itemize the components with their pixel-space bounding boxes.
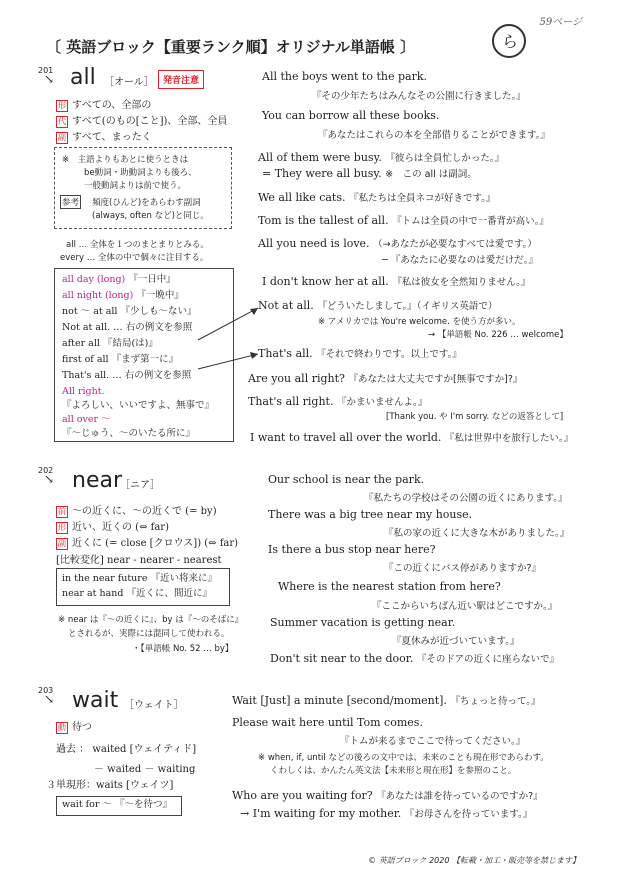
example-translation: 『あなたはこれらの本を全部借りることができます。』 [318, 130, 550, 141]
pronunciation: ［ウェイト］ [124, 700, 184, 711]
pronunciation: ［オール］ [104, 77, 154, 88]
example-note: → 【単語帳 No. 226 … welcome】 [428, 330, 568, 340]
phrase-item: 『～じゅう、～のいたる所に』 [62, 428, 196, 439]
verb-forms: － waited － waiting [94, 764, 196, 775]
note-line: be動詞・助動詞よりも後ろ、 [84, 168, 197, 178]
phrase-item: in the near future 『近い将来に』 [62, 573, 218, 584]
example-note: [Thank you. や I'm sorry. などの返答として] [386, 412, 564, 422]
example-translation: 『この近くにバス停がありますか?』 [384, 563, 542, 574]
example-sentence: I want to travel all over the world. 『私は世界中を旅行したい。』 [250, 431, 574, 444]
phrase-item: not ～ at all 『少しも～ない』 [62, 306, 197, 317]
example-sentence: That's all. 『それで終わりです。以上です。』 [258, 347, 462, 360]
arrow-icon: ↘ [44, 472, 55, 486]
example-translation: 『私たちの学校はその公園の近くにあります。』 [364, 493, 568, 504]
note-line: ・【単語帳 No. 52 … by】 [132, 644, 234, 654]
note-line: (always, often など)と同じ。 [92, 211, 209, 221]
page-header: 〔 英語ブロック【重要ランク順】オリジナル単語帳 〕 [46, 38, 416, 56]
example-sentence: Who are you waiting for? 『あなたは誰を待っているのですか?』 [232, 789, 543, 802]
example-sentence: All of them were busy. 『彼らは全員忙しかった。』 [258, 151, 505, 164]
example-sentence: Not at all. 『どういたしまして。』（イギリス英語で） [258, 299, 498, 312]
example-note: ※ when, if, until などの後ろの文中では、未来のことも現在形であらわす。 [258, 753, 549, 763]
definition: 前 ～の近くに、～の近くで (= by) [58, 506, 217, 517]
past-form: 過去 ： waited [ウェイティド] [56, 744, 197, 755]
example-sentence: I don't know her at all. 『私は彼女を全然知りません。』 [262, 275, 531, 288]
phrase-item: all day (long) 『一日中』 [62, 274, 176, 285]
headword: near [72, 468, 123, 493]
arrow-icon: ↘ [44, 72, 55, 86]
example-translation: 『私の家の近くに大きな木がありました。』 [384, 528, 570, 539]
phrase-item: near at hand 『近くに、間近に』 [62, 588, 212, 599]
note-line: ※ near は『～の近くに』、by は『～のそばに』 [58, 615, 244, 625]
example-sentence: Is there a bus stop near here? [268, 543, 436, 556]
phrase-item: first of all 『まず第一に』 [62, 354, 179, 365]
note-line: all … 全体を１つのまとまりとみる。 [66, 240, 209, 250]
headword: all [70, 65, 96, 90]
page-number: 59ページ [539, 17, 582, 28]
note-line: every … 全体の中で個々に注目する。 [60, 253, 209, 263]
definition: 動 待つ [58, 722, 92, 733]
definition: 副 近くに (= close [クロウス]) (⇔ far) [58, 538, 239, 549]
example-sentence: → I'm waiting for my mother. 『お母さんを待っています。』 [240, 807, 533, 820]
phrase-item: wait for ～ 『～を待つ』 [62, 799, 173, 810]
example-translation: 『その少年たちはみんなその公園に行きました。』 [312, 91, 526, 102]
definition: 形 近い、近くの (⇔ far) [58, 522, 169, 533]
reference-arrows [196, 300, 266, 370]
example-sentence: We all like cats. 『私たちは全員ネコが好きです。』 [258, 191, 496, 204]
example-sentence: That's all right. 『かまいませんよ。』 [248, 395, 428, 408]
example-sentence: Don't sit near to the door. 『そのドアの近くに座らないで』 [270, 652, 560, 665]
example-note: くわしくは、かんたん英文法【未来形と現在形】を参照のこと。 [270, 766, 517, 776]
example-translation: 『夏休みが近づいています。』 [392, 636, 520, 647]
entry-number: 203 [38, 686, 54, 695]
example-translation: ─ 『あなたに必要なのは愛だけだ。』 [382, 255, 538, 266]
pronunciation-warning-badge: 発音注意 [158, 70, 204, 89]
copyright-footer: © 英語ブロック 2020 【転載・加工・販売等を禁じます】 [368, 856, 580, 865]
note-line: ※ 主語よりもあとに使うときは [62, 155, 189, 165]
phrase-item: 『よろしい、いいですよ、無事で』 [62, 400, 215, 411]
phrase-item: all over ～ [62, 414, 111, 425]
comparison-forms: [比較変化] near - nearer - nearest [56, 555, 222, 566]
note-line: 一般動詞よりは前で使う。 [84, 181, 187, 191]
example-sentence: Summer vacation is getting near. [270, 616, 456, 629]
example-sentence: All you need is love. （→あなたが必要なすべては愛です。） [258, 237, 537, 250]
pronunciation: ［ニア］ [120, 480, 160, 491]
headword: wait [72, 688, 119, 713]
arrow-icon: ↘ [44, 692, 55, 706]
example-translation: 『トムが来るまでここで待ってください。』 [340, 736, 526, 747]
reference-tag: 参考 [60, 195, 81, 209]
example-sentence: Where is the nearest station from here? [278, 580, 501, 593]
example-translation: 『ここからいちばん近い駅はどこですか。』 [372, 601, 558, 612]
definition: 副 すべて、まったく [58, 132, 152, 143]
phrase-item: Not at all. … 右の例文を参照 [62, 322, 193, 333]
phrase-item: all night (long) 『一晩中』 [62, 290, 184, 301]
note-line: とされるが、実際には混同して使われる。 [68, 629, 230, 639]
example-note: ※ アメリカでは You're welcome. を使う方が多い。 [318, 317, 521, 327]
example-sentence: You can borrow all these books. [262, 109, 440, 122]
example-sentence: Wait [Just] a minute [second/moment]. 『ちょっと待って。』 [232, 694, 541, 707]
entry-number: 201 [38, 66, 54, 75]
phrase-item: That's all. … 右の例文を参照 [62, 370, 192, 381]
mascot-icon: ら [492, 24, 526, 58]
phrase-item: All right. [62, 386, 105, 397]
phrase-item: after all 『結局(は)』 [62, 338, 158, 349]
third-person-form: ３単現形：waits [ウェイツ] [46, 780, 174, 791]
example-sentence: Tom is the tallest of all. 『トムは全員の中で一番背が高い。』 [258, 214, 549, 227]
example-sentence: Please wait here until Tom comes. [232, 716, 423, 729]
note-line: 頻度(ひんど)をあらわす副詞 [92, 198, 201, 208]
definition: 代 すべて(のもの[こと])、全部、全員 [58, 116, 228, 127]
definition: 形 すべての、全部の [58, 100, 152, 111]
example-sentence: Are you all right? 『あなたは大丈夫ですか[無事ですか]?』 [248, 372, 523, 385]
example-sentence: = They were all busy. ※ この all は副詞。 [262, 167, 477, 180]
entry-number: 202 [38, 466, 54, 475]
example-sentence: Our school is near the park. [268, 473, 425, 486]
example-sentence: All the boys went to the park. [262, 70, 428, 83]
example-sentence: There was a big tree near my house. [268, 508, 473, 521]
